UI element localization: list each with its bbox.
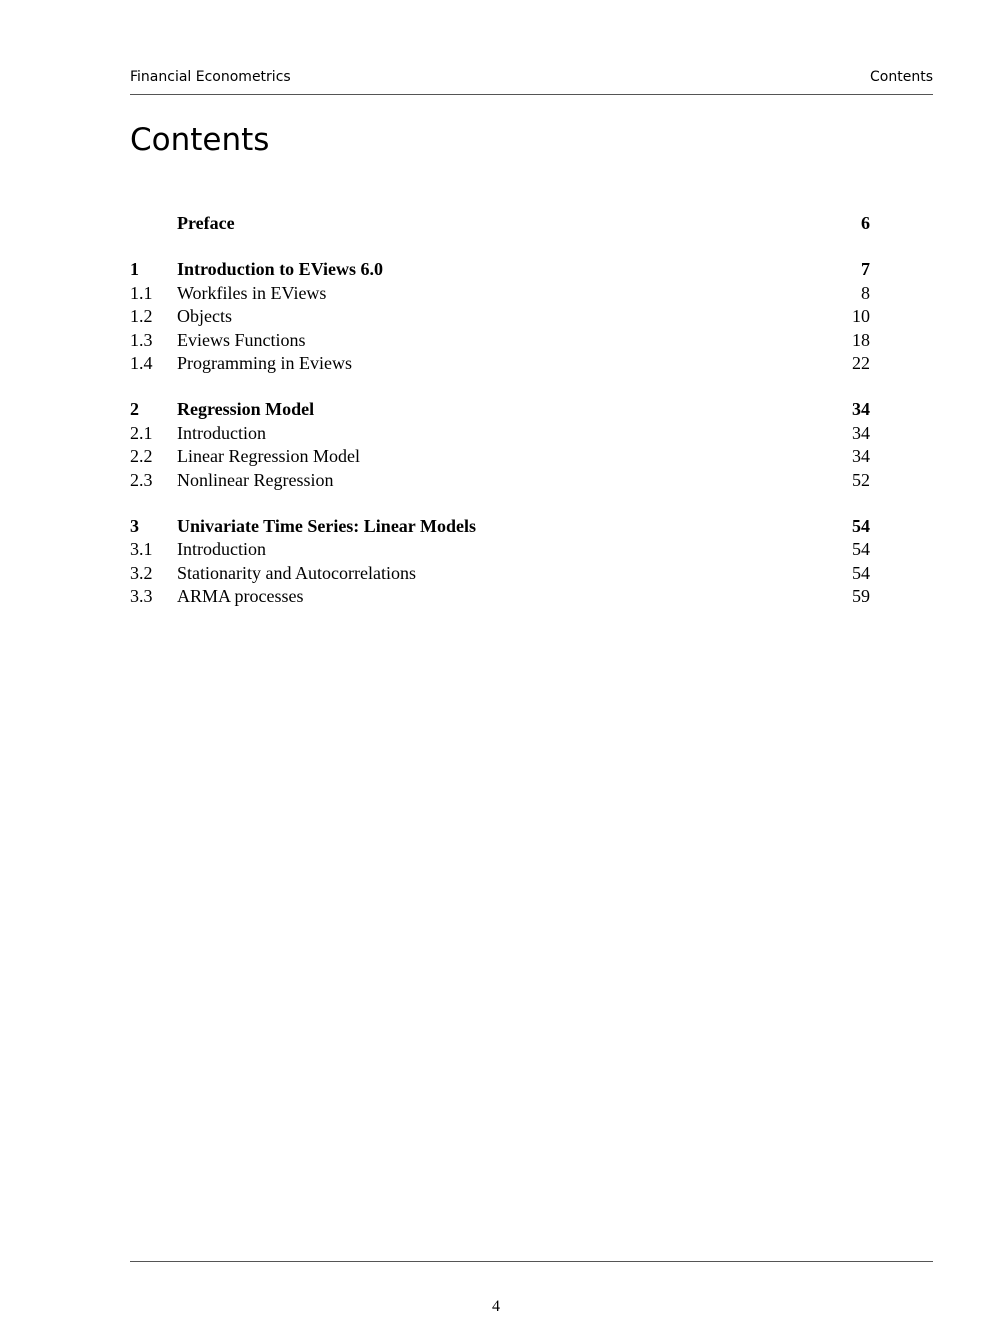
toc-title: Eviews Functions — [177, 329, 306, 350]
header-book-title: Financial Econometrics — [130, 69, 291, 85]
toc-number: 2.2 — [130, 446, 153, 467]
toc-number: 1.3 — [130, 329, 153, 350]
toc-title: Regression Model — [177, 399, 315, 420]
toc-entry[interactable] — [130, 585, 870, 608]
toc-entry[interactable] — [130, 422, 870, 445]
toc-number: 2.3 — [130, 469, 153, 490]
toc-page: 34 — [852, 446, 870, 467]
toc-entry[interactable] — [130, 352, 870, 375]
toc-entry[interactable] — [130, 329, 870, 352]
toc-page: 8 — [861, 282, 870, 303]
toc-entry[interactable] — [130, 258, 870, 281]
toc-title: Introduction to EViews 6.0 — [177, 259, 384, 280]
toc-entry[interactable] — [130, 562, 870, 585]
toc-page: 54 — [852, 539, 870, 560]
toc-title: Programming in Eviews — [177, 352, 352, 373]
toc-number: 2.1 — [130, 422, 153, 443]
toc-entry[interactable] — [130, 469, 870, 492]
toc-title: Workfiles in EViews — [177, 282, 327, 303]
toc-number: 2 — [130, 399, 139, 420]
toc-page: 52 — [852, 469, 870, 490]
toc-page: 22 — [852, 352, 870, 373]
toc-title: Nonlinear Regression — [177, 469, 334, 490]
header-section: Contents — [870, 69, 933, 85]
toc-title: Preface — [177, 213, 235, 233]
toc-entry[interactable] — [130, 398, 870, 421]
toc-title: Linear Regression Model — [177, 446, 360, 467]
toc-number: 3.3 — [130, 586, 153, 607]
page-number: 4 — [492, 1298, 500, 1315]
toc-entry[interactable] — [130, 212, 870, 235]
toc-number: 1 — [130, 259, 139, 280]
toc-number: 3 — [130, 515, 139, 536]
toc-title: ARMA processes — [177, 586, 304, 607]
toc-entry[interactable] — [130, 305, 870, 328]
toc-title: Univariate Time Series: Linear Models — [177, 515, 476, 536]
toc-page: 34 — [852, 399, 870, 420]
toc-title: Objects — [177, 306, 232, 327]
toc-title: Introduction — [177, 539, 266, 560]
toc-page: 18 — [852, 329, 870, 350]
footer-rule — [130, 1261, 933, 1262]
toc-entry[interactable] — [130, 445, 870, 468]
toc-entry[interactable] — [130, 515, 870, 538]
toc-number: 3.2 — [130, 562, 153, 583]
toc-page: 10 — [852, 306, 870, 327]
toc-page: 59 — [852, 586, 870, 607]
toc-page: 6 — [861, 213, 870, 233]
toc-number: 1.2 — [130, 306, 153, 327]
toc-page: 54 — [852, 562, 870, 583]
table-of-contents — [130, 212, 870, 608]
toc-number: 1.4 — [130, 352, 153, 373]
toc-page: 34 — [852, 422, 870, 443]
toc-entry[interactable] — [130, 282, 870, 305]
toc-number: 3.1 — [130, 539, 153, 560]
toc-title: Stationarity and Autocorrelations — [177, 562, 416, 583]
toc-entry[interactable] — [130, 538, 870, 561]
page-title: Contents — [130, 122, 270, 158]
toc-number: 1.1 — [130, 282, 153, 303]
toc-title: Introduction — [177, 422, 266, 443]
toc-page: 54 — [852, 515, 870, 536]
toc-page: 7 — [861, 259, 870, 280]
running-header — [130, 68, 933, 95]
